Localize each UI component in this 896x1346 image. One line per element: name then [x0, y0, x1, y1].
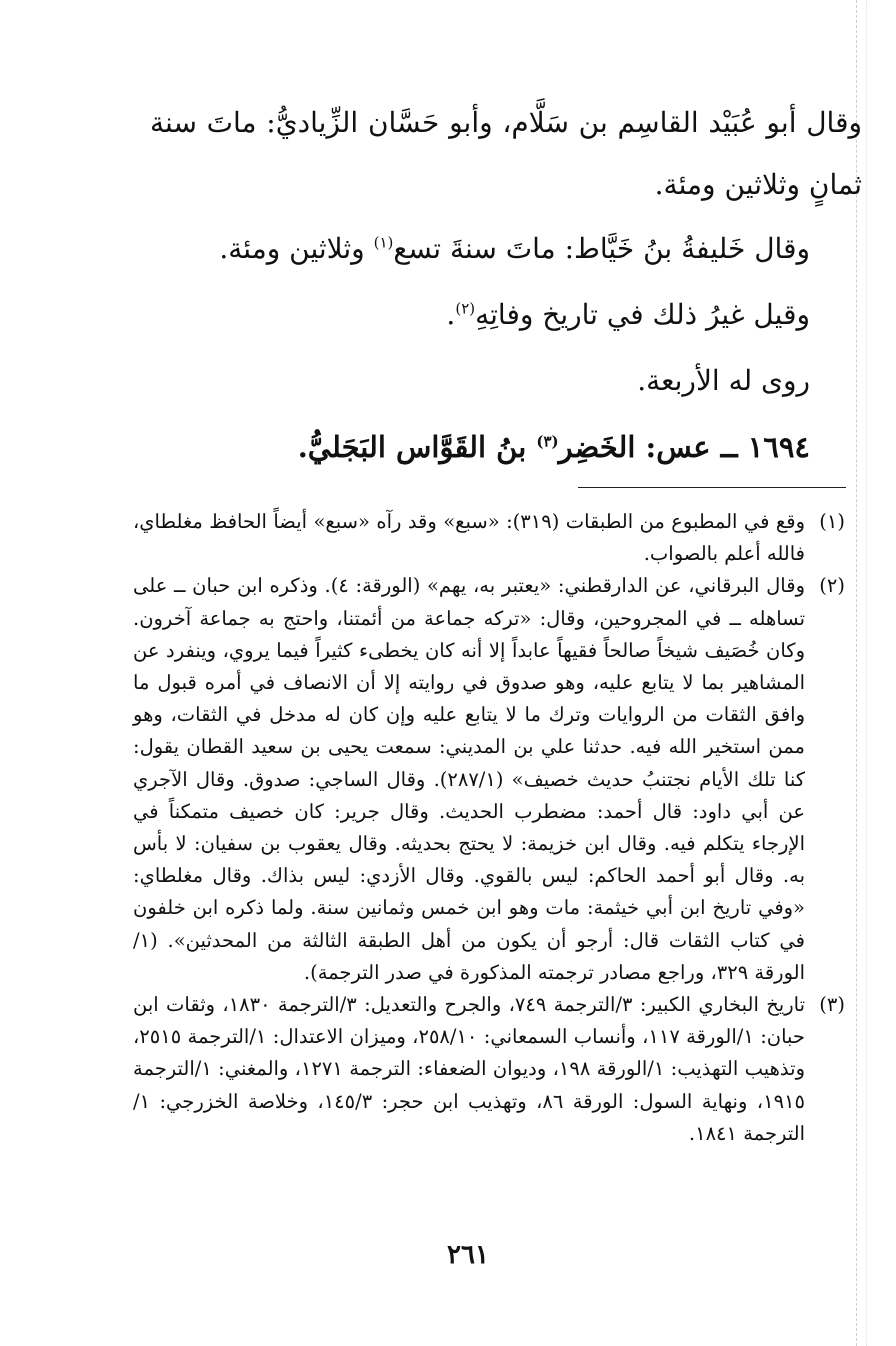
main-line-khalifa [150, 216, 862, 282]
entry-heading [150, 414, 862, 480]
page-number: ٢٦١ [447, 1240, 489, 1270]
line2-text: وقال خَليفةُ بنُ خَيَّاط: ماتَ سنةَ تسع [393, 232, 810, 265]
footnote-ref-3[interactable]: (٣) [536, 432, 559, 451]
footnote-separator [578, 487, 846, 488]
line2-text-end: وثلاثين ومئة. [219, 232, 374, 265]
footnote-ref-1[interactable]: (١) [373, 233, 394, 252]
main-text [150, 92, 862, 480]
footnote-number: (٢) [819, 574, 845, 598]
main-line-other-dates [150, 282, 862, 348]
main-paragraph-1: وقال أبو عُبَيْد القاسِم بن سَلَّام، وأبو حَسَّان الزِّياديُّ: ماتَ سنة ثمانٍ وثلاثين ومئة. [150, 106, 862, 201]
footnote-ref-2[interactable]: (٢) [455, 299, 476, 318]
page-edge-line-secondary [866, 0, 867, 1346]
footnote-1 [133, 506, 845, 570]
footnote-number: (٣) [819, 993, 845, 1017]
footnotes [133, 506, 845, 1150]
footnote-text: وقع في المطبوع من الطبقات (٣١٩): «سبع» وقد رآه «سبع» أيضاً الحافظ مغلطاي، فالله أعلم بالصواب. [133, 510, 805, 566]
entry-heading-text-end: بنُ القَوَّاس البَجَليُّ. [297, 430, 537, 464]
footnote-3 [133, 989, 845, 1150]
main-line-narrators: روى له الأربعة. [637, 364, 810, 397]
footnote-text: تاريخ البخاري الكبير: ٣/الترجمة ٧٤٩، والجرح والتعديل: ٣/الترجمة ١٨٣٠، وثقات ابن حبان: ١/الورقة ١١٧، وأنساب السمعاني: ٢٥٨/١٠، وميزان الاعتدال: ١/الترجمة ٢٥١٥، وتذهيب التهذيب: ١/الورقة ١٩٨، وديوان الضعفاء: الترجمة ١٢٧١، والمغني: ١/الترجمة ١٩١٥، ونهاية السول: الورقة ٨٦، وتهذيب ابن حجر: ١٤٥/٣، وخلاصة الخزرجي: ١/الترجمة ١٨٤١. [133, 993, 806, 1145]
line3-text: وقيل غيرُ ذلك في تاريخ وفاتِهِ [475, 298, 810, 331]
footnote-number: (١) [819, 510, 845, 533]
footnote-text: وقال البرقاني، عن الدارقطني: «يعتبر به، يهم» (الورقة: ٤). وذكره ابن حبان ــ على تساهله ــ في المجروحين، وقال: «تركه جماعة من أئمتنا، واحتج به جماعة آخرون. وكان خُصَيف شيخاً صالحاً فقيهاً عابداً إلا أنه كان يخطىء كثيراً فيما يروي، وينفرد عن المشاهير بما لا يتابع عليه، وهو صدوق في روايته إلا أن الانصاف في أمره قبول ما وافق الثقات من الروايات وترك ما لا يتابع عليه وإن كان له مدخل في الثقات، وهو ممن استخير الله فيه. حدثنا علي بن المديني: سمعت يحيى بن سعيد القطان يقول: كنا تلك الأيام نجتنبُ حديث خصيف» (٢٨٧/١). وقال الساجي: صدوق. وقال الآجري عن أبي داود: قال أحمد: مضطرب الحديث. وقال جرير: كان خصيف متمكناً في الإرجاء يتكلم فيه. وقال ابن خزيمة: لا يحتج بحديثه. وقال يعقوب بن سفيان: لا بأس به. وقال أبو أحمد الحاكم: ليس بالقوي. وقال الأزدي: ليس بذاك. وقال مغلطاي: «وفي تاريخ ابن أبي خيثمة: مات وهو ابن خمس وثمانين سنة. ولما ذكره ابن خلفون في كتاب الثقات قال: أرجو أن يكون من أهل الطبقة الثالثة من المحدثين». (١/الورقة ٣٢٩، وراجع مصادر ترجمته المذكورة في صدر الترجمة). [133, 574, 805, 984]
line3-text-end: . [446, 298, 456, 331]
footnote-2 [133, 570, 845, 989]
entry-heading-text: ١٦٩٤ ــ عس: الخَضِر [558, 430, 810, 464]
